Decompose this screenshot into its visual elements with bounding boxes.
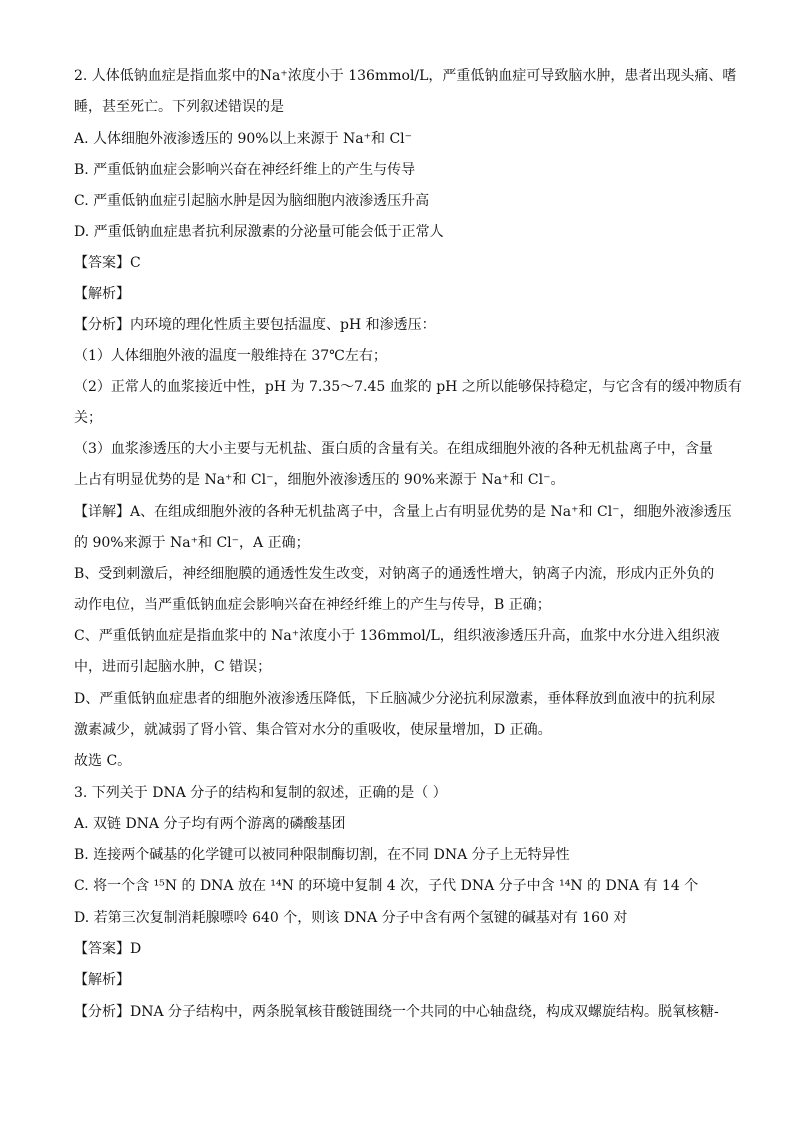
q2-detail-line-1: 【详解】A、在组成细胞外液的各种无机盐离子中，含量上占有明显优势的是 Na⁺和 Cl⁻，细胞外液渗透压 [74, 504, 732, 520]
q2-option-d: D. 严重低钠血症患者抗利尿激素的分泌量可能会低于正常人 [74, 224, 444, 240]
q2-stem-line-2: 睡，甚至死亡。下列叙述错误的是 [74, 99, 284, 115]
q2-detail-line-2: 的 90%来源于 Na⁺和 Cl⁻，A 正确； [74, 535, 310, 551]
q3-option-b: B. 连接两个碱基的化学键可以被同种限制酶切割，在不同 DNA 分子上无特异性 [74, 847, 570, 863]
q2-option-c: C. 严重低钠血症引起脑水肿是因为脑细胞内液渗透压升高 [74, 193, 430, 209]
q2-answer: 【答案】C [74, 255, 141, 271]
q2-conclusion: 故选 C。 [74, 753, 132, 769]
q2-detail-line-5: C、严重低钠血症是指血浆中的 Na⁺浓度小于 136mmol/L，组织液渗透压升高，血浆中水分进入组织液 [74, 628, 720, 644]
q3-option-d: D. 若第三次复制消耗腺嘌呤 640 个，则该 DNA 分子中含有两个氢键的碱基对有 160 对 [74, 910, 628, 926]
q3-jiexi-label: 【解析】 [74, 972, 130, 988]
q2-detail-line-7: D、严重低钠血症患者的细胞外液渗透压降低，下丘脑减少分泌抗利尿激素，垂体释放到血液中的抗利尿 [74, 691, 716, 707]
q3-stem: 3. 下列关于 DNA 分子的结构和复制的叙述，正确的是（ ） [74, 785, 447, 801]
q3-answer: 【答案】D [74, 941, 142, 957]
q2-analysis-line-4: 关； [74, 410, 102, 426]
q3-option-c: C. 将一个含 ¹⁵N 的 DNA 放在 ¹⁴N 的环境中复制 4 次，子代 DNA 分子中含 ¹⁴N 的 DNA 有 14 个 [74, 878, 699, 894]
q2-detail-line-4: 动作电位，当严重低钠血症会影响兴奋在神经纤维上的产生与传导，B 正确； [74, 597, 551, 613]
q2-analysis-line-5: （3）血浆渗透压的大小主要与无机盐、蛋白质的含量有关。在组成细胞外液的各种无机盐离子中，含量 [74, 441, 713, 457]
q2-detail-line-8: 激素减少，就减弱了肾小管、集合管对水分的重吸收，使尿量增加，D 正确。 [74, 722, 552, 738]
q2-analysis-line-6: 上占有明显优势的是 Na⁺和 Cl⁻，细胞外液渗透压的 90%来源于 Na⁺和 Cl⁻。 [74, 472, 565, 488]
q3-analysis-line-1: 【分析】DNA 分子结构中，两条脱氧核苷酸链围绕一个共同的中心轴盘绕，构成双螺旋结构。脱氧核糖- [74, 1004, 719, 1020]
q2-analysis-line-3: （2）正常人的血浆接近中性，pH 为 7.35～7.45 血浆的 pH 之所以能够保持稳定，与它含有的缓冲物质有 [74, 379, 742, 395]
q2-option-a: A. 人体细胞外液渗透压的 90%以上来源于 Na⁺和 Cl⁻ [74, 131, 413, 147]
q2-jiexi-label: 【解析】 [74, 286, 130, 302]
q2-detail-line-3: B、受到刺激后，神经细胞膜的通透性发生改变，对钠离子的通透性增大，钠离子内流，形成内正外负的 [74, 566, 715, 582]
q3-option-a: A. 双链 DNA 分子均有两个游离的磷酸基团 [74, 816, 346, 832]
q2-analysis-line-1: 【分析】内环境的理化性质主要包括温度、pH 和渗透压： [74, 317, 436, 333]
q2-stem-line-1: 2. 人体低钠血症是指血浆中的Na⁺浓度小于 136mmol/L，严重低钠血症可导致脑水肿，患者出现头痛、嗜 [74, 68, 737, 84]
q2-detail-line-6: 中，进而引起脑水肿，C 错误； [74, 659, 272, 675]
q2-option-b: B. 严重低钠血症会影响兴奋在神经纤维上的产生与传导 [74, 162, 416, 178]
q2-analysis-line-2: （1）人体细胞外液的温度一般维持在 37℃左右； [74, 348, 387, 364]
